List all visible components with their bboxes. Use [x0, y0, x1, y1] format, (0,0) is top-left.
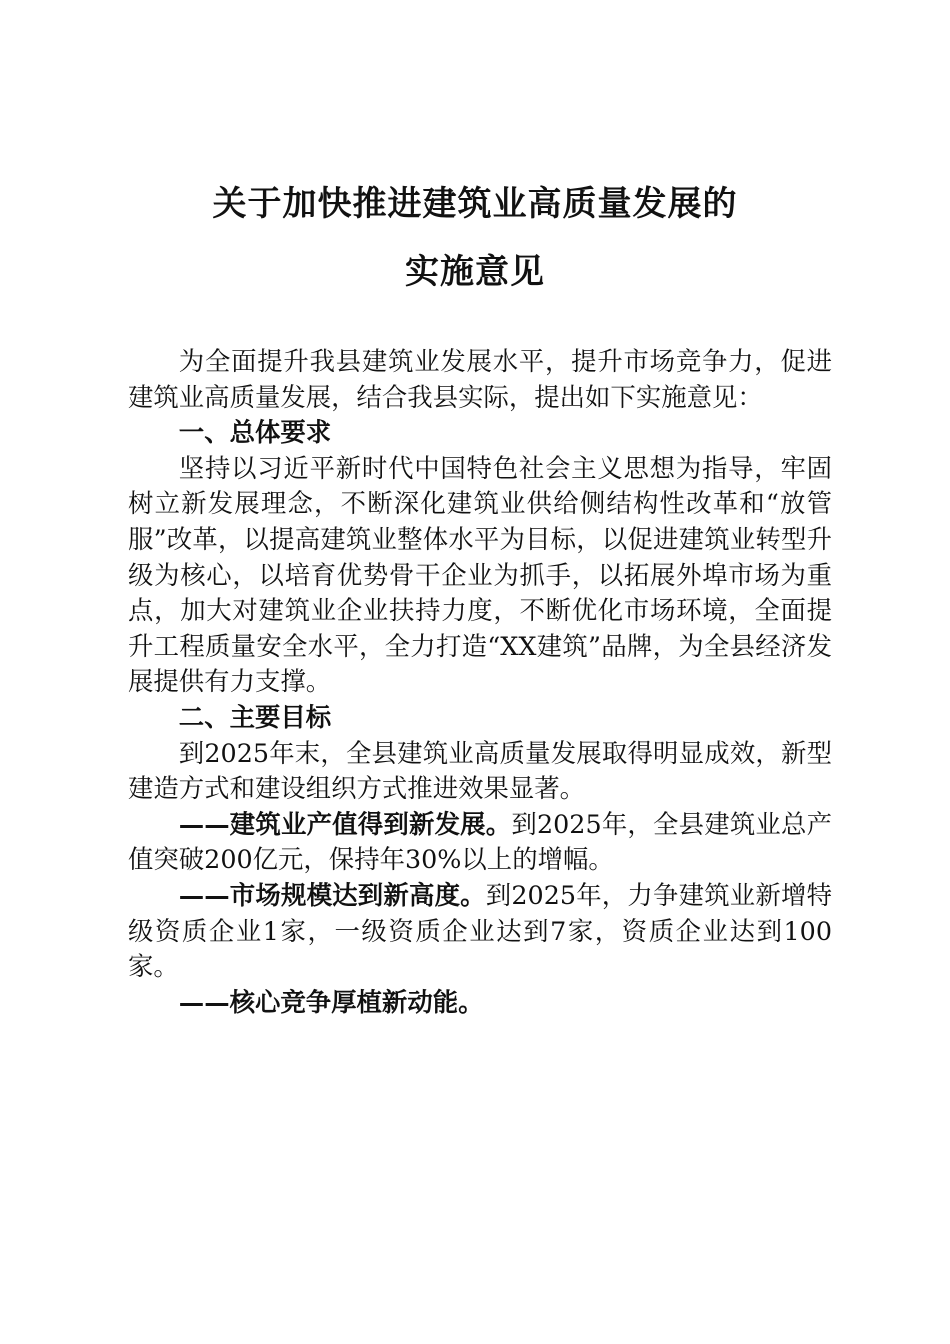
- goal-paragraph-output-value: [128, 807, 832, 878]
- document-title-line1: 关于加快推进建筑业高质量发展的: [212, 184, 738, 224]
- goal-lead: ——市场规模达到新高度。: [178, 879, 486, 910]
- section-heading-overall-requirements: 一、总体要求: [178, 417, 332, 448]
- section-body-overall-requirements: 坚持以习近平新时代中国特色社会主义思想为指导，牢固树立新发展理念，不断深化建筑业供给侧结构性改革和“放管服”改革，以提高建筑业整体水平为目标，以促进建筑业转型升级为核心，以培育优势骨干企业为抓手，以拓展外埠市场为重点，加大对建筑业企业扶持力度，不断优化市场环境，全面提升工程质量安全水平，全力打造“XX建筑”品牌，为全县经济发展提供有力支撑。: [128, 452, 832, 697]
- goal-lead: ——建筑业产值得到新发展。: [178, 808, 512, 839]
- goal-lead: ——核心竞争厚植新动能。: [178, 986, 484, 1017]
- goal-text: 到2025年，力争建筑业新增特级资质企业1家，一级资质企业达到7家，资质企业达到100家。: [128, 879, 832, 982]
- goal-paragraph-core-competitiveness: [128, 985, 832, 1021]
- section-body-main-goals: 到2025年末，全县建筑业高质量发展取得明显成效，新型建造方式和建设组织方式推进效果显著。: [128, 737, 832, 804]
- goal-text: 到2025年，全县建筑业总产值突破200亿元，保持年30%以上的增幅。: [128, 808, 833, 875]
- document-body: [128, 344, 832, 1020]
- goal-paragraph-market-scale: [128, 878, 832, 985]
- section-heading-main-goals: 二、主要目标: [178, 701, 332, 732]
- document-title-line2: 实施意见: [405, 252, 545, 292]
- intro-paragraph: 为全面提升我县建筑业发展水平，提升市场竞争力，促进建筑业高质量发展，结合我县实际，提出如下实施意见：: [128, 346, 832, 412]
